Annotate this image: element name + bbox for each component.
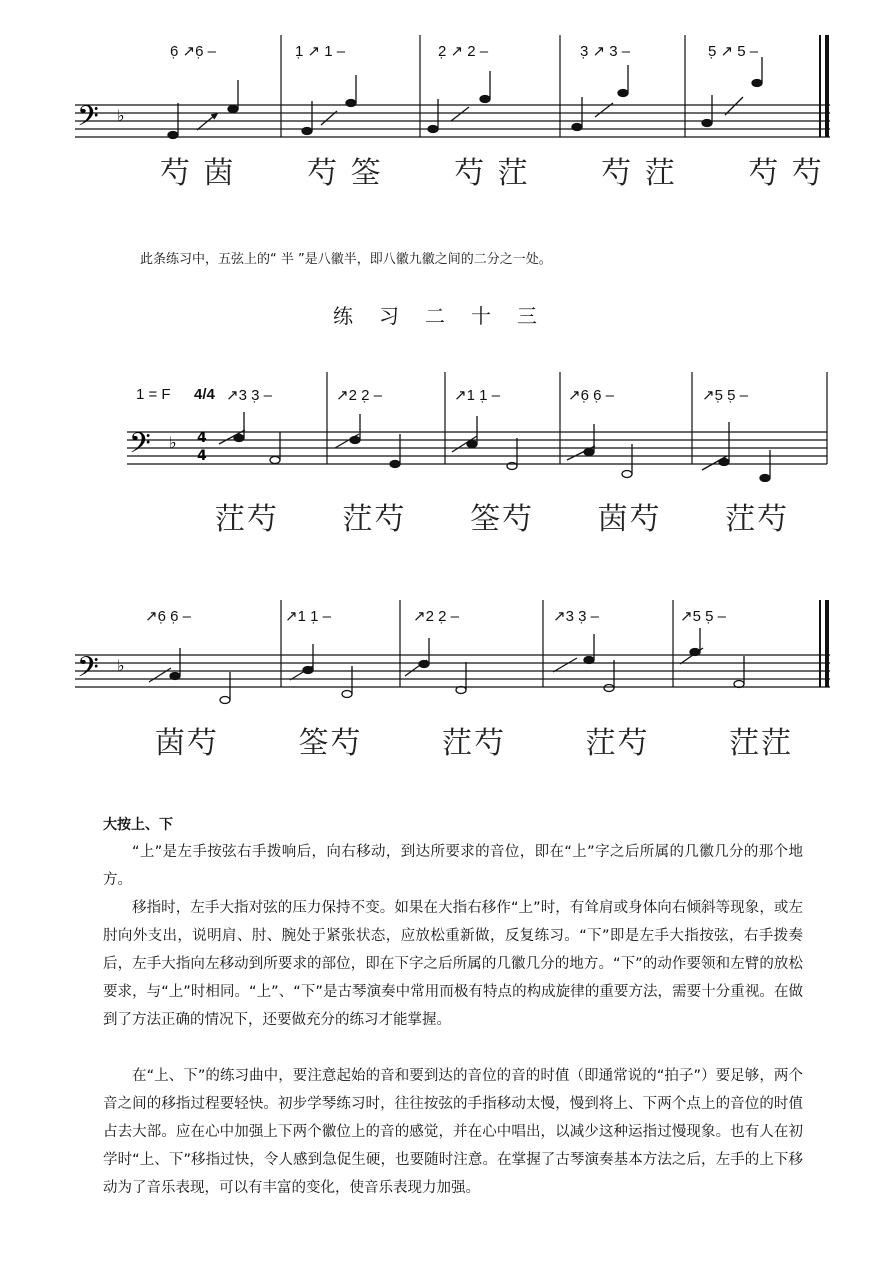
- svg-text:4: 4: [197, 430, 207, 446]
- ex23-staff-2: [75, 600, 835, 710]
- exercise-title: 练习二十三: [333, 304, 563, 328]
- jianpu-measure: ↗3 3̣ –: [226, 387, 272, 404]
- jianzipu-char: 筌芍: [470, 502, 535, 537]
- jianpu-measure: ↗6̣ 6̣ –: [568, 387, 614, 404]
- section-heading: 大按上、下: [103, 817, 173, 833]
- jianpu-measure: ↗5̣ 5̣ –: [702, 387, 748, 404]
- paragraph: 移指时，左手大指对弦的压力保持不变。如果在大指右移作“上”时，有耸肩或身体向右倾斜等现象，或左肘向外支出，说明肩、肘、腕处于紧张状态，应放松重新做，反复练习。“下”即是左手大指按弦，右手拨奏后，左手大指向左移动到所要求的部位，即在下字之后所属的几徽几分的地方。“下”的动作要领和左臂的放松要求，与“上”时相同。“上”、“下”是古琴演奏中常用而极有特点的构成旋律的重要方法，需要十分重视。在做到了方法正确的情况下，还要做充分的练习才能掌握。: [103, 900, 803, 1028]
- svg-text:𝄢: 𝄢: [129, 427, 151, 467]
- jianpu-measure: 5̣ ↗ 5 –: [708, 43, 759, 60]
- jianpu-measure: ↗1 1̣ –: [454, 387, 500, 404]
- svg-text:𝄢: 𝄢: [77, 651, 99, 691]
- jianpu-measure: ↗1 1̣ –: [285, 608, 331, 625]
- paragraph: “上”是左手按弦右手拨响后，向右移动，到达所要求的音位，即在“上”字之后所属的几徽几分的那个地方。: [103, 844, 803, 888]
- svg-text:♭: ♭: [117, 106, 125, 125]
- time-signature: 4/4: [194, 386, 215, 403]
- jianzipu-char: 芍 芍: [748, 156, 824, 191]
- jianpu-measure: ↗2 2̣ –: [336, 387, 382, 404]
- jianzipu-char: 芍 茳: [454, 156, 530, 191]
- ex23-jianzipu-2: [155, 718, 793, 762]
- key-signature: 1 = F: [136, 386, 171, 403]
- jianpu-measure: ↗5 5̣ –: [680, 608, 726, 625]
- jianpu-measure: 2̣ ↗ 2 –: [438, 43, 489, 60]
- jianpu-measure: 3̣ ↗ 3 –: [580, 43, 631, 60]
- jianzipu-char: 茳芍: [215, 502, 279, 537]
- svg-text:♭: ♭: [117, 656, 125, 675]
- jianpu-measure: ↗3 3̣ –: [553, 608, 599, 625]
- jianzipu-char: 茵芍: [597, 502, 662, 537]
- jianzipu-char: 茳芍: [725, 502, 790, 537]
- jianzipu-char: 芍 筌: [307, 156, 383, 191]
- jianzipu-char: 茳芍: [442, 726, 507, 761]
- svg-text:𝄢: 𝄢: [77, 100, 99, 140]
- paragraph: 在“上、下”的练习曲中，要注意起始的音和要到达的音位的音的时值（即通常说的“拍子”）要足够，两个音之间的移指过程要轻快。初步学琴练习时，往往按弦的手指移动太慢，慢到将上、下两个点上的音位的时值占去大部。应在心中加强上下两个徽位上的音的感觉，并在心中唱出，以减少这种运指过慢现象。也有人在初学时“上、下”移指过快，令人感到急促生硬，也要随时注意。在掌握了古琴演奏基本方法之后，左手的上下移动为了音乐表现，可以有丰富的变化，使音乐表现力加强。: [103, 1068, 803, 1196]
- ex23-jianzipu-1: [215, 494, 789, 538]
- jianpu-measure: ↗2 2̣ –: [413, 608, 459, 625]
- jianzipu-char: 芍 茳: [601, 156, 677, 191]
- jianzipu-char: 茳芍: [585, 726, 650, 761]
- ex22-staff: [75, 35, 835, 145]
- svg-text:4: 4: [197, 448, 207, 464]
- jianzipu-char: 茳芍: [342, 502, 407, 537]
- jianpu-measure: ↗6̣ 6̣ –: [145, 608, 191, 625]
- exercise-note: 此条练习中，五弦上的“ 半 ”是八徽半，即八徽九徽之间的二分之一处。: [140, 252, 552, 267]
- jianpu-measure: 1̣ ↗ 1 –: [295, 43, 346, 60]
- jianzipu-char: 筌芍: [298, 726, 363, 761]
- jianzipu-char: 茵芍: [155, 726, 219, 761]
- jianzipu-char: 芍 茵: [160, 156, 236, 191]
- jianzipu-char: 茳茳: [729, 726, 794, 761]
- jianpu-measure: 6̣ ↗6̣ –: [170, 43, 216, 60]
- ex23-staff-1: [127, 372, 837, 482]
- svg-text:♭: ♭: [169, 433, 177, 452]
- ex22-jianzipu: [160, 148, 824, 192]
